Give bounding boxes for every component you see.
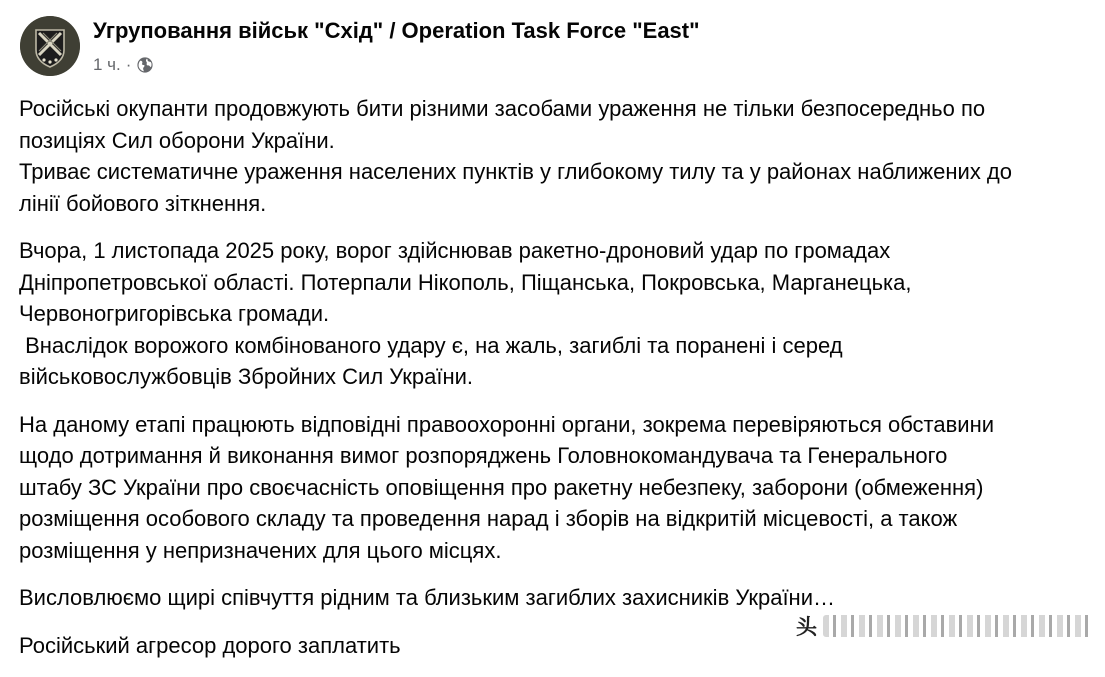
meta-separator: · xyxy=(125,55,132,74)
text-line: Вчора, 1 листопада 2025 року, ворог здійснював ракетно-дроновий удар по громадах xyxy=(19,238,891,263)
watermark xyxy=(796,611,1092,641)
text-line: Російський агресор дорого заплатить xyxy=(19,632,401,658)
paragraph-3 xyxy=(19,409,1091,567)
text-line: штабу ЗС України про своєчасність оповіщення про ракетну небезпеку, заборони (обмеження) xyxy=(19,474,984,500)
text-line: щодо дотримання й виконання вимог розпоряджень Головнокомандувача та Генерального xyxy=(19,443,948,468)
paragraph-4 xyxy=(19,582,1091,614)
text-line: На даному етапі працюють відповідні правоохоронні органи, зокрема перевіряються обставини xyxy=(19,411,995,437)
page-name-link[interactable]: Угруповання військ "Схід" / Operation Task Force "East" xyxy=(93,18,700,43)
text-line: Червоногригорівська громади. xyxy=(19,301,330,326)
page-avatar[interactable] xyxy=(20,16,80,76)
text-line: позиціях Сил оборони України. xyxy=(19,127,335,153)
text-line: Триває систематичне ураження населених пунктів у глибокому тилу та у районах наближених до xyxy=(19,159,1013,184)
paragraph-1 xyxy=(19,93,1091,219)
paragraph-2 xyxy=(19,235,1091,393)
military-emblem-icon xyxy=(20,16,80,76)
text-line: розміщення особового складу та проведення нарад і зборів на відкритій місцевості, а також xyxy=(19,506,958,531)
text-line: військовослужбовців Збройних Сил України. xyxy=(19,364,474,389)
post-meta xyxy=(93,55,154,75)
text-line: Дніпропетровської області. Потерпали Нікополь, Піщанська, Покровська, Марганецька, xyxy=(19,269,912,295)
watermark-blur xyxy=(823,615,1092,637)
text-line: лінії бойового зіткнення. xyxy=(19,190,267,216)
globe-icon[interactable] xyxy=(136,56,154,74)
text-line: Російські окупанти продовжують бити різними засобами ураження не тільки безпосередньо по xyxy=(19,96,986,121)
watermark-logo: 头 xyxy=(796,615,817,639)
text-line: розміщення у непризначених для цього місцях. xyxy=(19,537,502,563)
post-timestamp[interactable]: 1 ч. xyxy=(93,55,121,74)
text-line: Внаслідок ворожого комбінованого удару є, на жаль, загиблі та поранені і серед xyxy=(19,332,843,358)
post-body xyxy=(19,93,1091,677)
text-line: Висловлюємо щирі співчуття рідним та близьким загиблих захисників України… xyxy=(19,585,835,610)
